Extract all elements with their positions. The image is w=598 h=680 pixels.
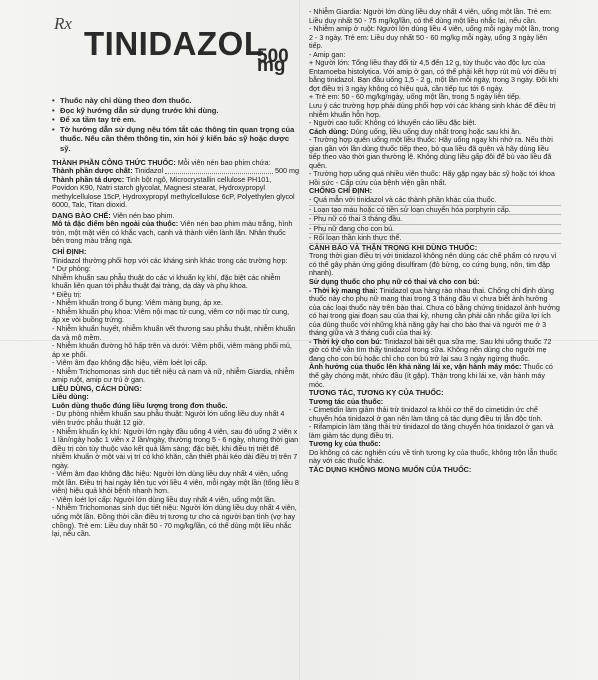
dosage-item: - Nhiễm amip ở ruột: Người lớn dùng liều 4 viên, uống mỗi ngày một lần, trong 2 - 3 ngày. Trẻ em: Liều duy nhất 50 - 60 mg/kg mỗi ngày, uống 3 ngày liên tiếp. bbox=[309, 24, 559, 51]
treatment-item: - Nhiễm khuẩn đường hô hấp trên và dưới: Viêm phổi, viêm màng phổi mủ, áp xe phổi. bbox=[52, 341, 292, 359]
active-ingredient-row: Thành phần dược chất: Tinidazol 500 mg bbox=[52, 166, 299, 176]
dosage-item: - Nhiễm Trichomonas sinh dục tiết niệu: Người lớn dùng liều duy nhất 4 viên, uống một lần. Đồng thời cần điều trị tương tự cho cả người bạn tình (vợ hay chồng). Trẻ em: Liều duy nhất 50 - 70 mg/kg/lần, có thể dùng một liều nhắc lại, nếu cần. bbox=[52, 503, 297, 539]
dosage-item: - Viêm loét lợi cấp: Người lớn dùng liều duy nhất 4 viên, uống một lần. bbox=[52, 494, 276, 504]
contraindication-item: - Phụ nữ đang cho con bú. bbox=[309, 225, 561, 235]
dosage-heading: LIỀU DÙNG, CÁCH DÙNG: bbox=[52, 383, 142, 393]
contraindication-item: - Loạn tạo máu hoặc có tiền sử loạn chuyển hóa porphyrin cấp. bbox=[309, 206, 561, 216]
contraindication-item: - Phụ nữ có thai 3 tháng đầu. bbox=[309, 215, 561, 225]
warning-item: • Thuốc này chỉ dùng theo đơn thuốc. bbox=[52, 96, 299, 106]
dosage-note: Lưu ý các trường hợp phải dùng phối hợp với các kháng sinh khác để điều trị nhiễm khuẩn hỗn hợp. bbox=[309, 101, 556, 119]
leaflet-header bbox=[52, 8, 299, 96]
indications-intro: Tinidazol thường phối hợp với các kháng sinh khác trong các trường hợp: bbox=[52, 255, 288, 265]
dosage-item: - Dự phòng nhiễm khuẩn sau phẫu thuật: Người lớn uống liều duy nhất 4 viên trước phẫu thuật 12 giờ. bbox=[52, 409, 285, 427]
right-column bbox=[309, 8, 561, 475]
interactions-heading: TƯƠNG TÁC, TƯƠNG KỴ CỦA THUỐC: bbox=[309, 388, 444, 398]
administration-item: - Trường hợp uống quá nhiều viên thuốc: Hãy gặp ngay bác sỹ hoặc tới khoa Hồi sức - Cấp cứu của bệnh viện gần nhất. bbox=[309, 169, 555, 187]
warning-item: • Để xa tầm tay trẻ em. bbox=[52, 115, 299, 125]
administration-paragraph: Cách dùng: Dùng uống, liều uống duy nhất trong hoặc sau khi ăn. bbox=[309, 126, 522, 136]
contraindications-heading: CHỐNG CHỈ ĐỊNH: bbox=[309, 186, 373, 196]
driving-paragraph: Ảnh hưởng của thuốc lên khả năng lái xe, vận hành máy móc: Thuốc có thể gây chóng mặt, nhức đầu (ít gặp). Thận trọng khi lái xe, vận hành máy móc. bbox=[309, 362, 553, 389]
treatment-item: - Viêm âm đạo không đặc hiệu, viêm loét lợi cấp. bbox=[52, 358, 208, 368]
administration-item: - Trường hợp quên uống một liều thuốc: Hãy uống ngay khi nhớ ra. Nếu thời gian gần với lần dùng thuốc tiếp theo, bỏ qua liều đã quên và hãy dùng liều tiếp theo vào thời gian thường lệ. Không dùng liều gấp đôi để bù vào liều đã quên. bbox=[309, 135, 553, 170]
contraindication-item: - Rối loạn thần kinh thực thể. bbox=[309, 234, 561, 244]
incompatibility-subheading: Tương kỵ của thuốc: bbox=[309, 439, 381, 449]
warning-list bbox=[52, 96, 299, 154]
dosage-form-paragraph: DẠNG BÀO CHẾ: Viên nén bao phim. bbox=[52, 210, 175, 220]
dosage-item: - Amip gan: bbox=[309, 49, 346, 59]
pregnancy-heading: Sử dụng thuốc cho phụ nữ có thai và cho con bú: bbox=[309, 276, 480, 286]
interactions-subheading: Tương tác của thuốc: bbox=[309, 396, 384, 406]
adverse-effects-heading: TÁC DỤNG KHÔNG MONG MUỐN CỦA THUỐC: bbox=[309, 464, 472, 474]
dosage-item: - Người cao tuổi: Không có khuyến cáo liều đặc biệt. bbox=[309, 118, 477, 128]
incompatibility-text: Do không có các nghiên cứu về tính tương kỵ của thuốc, không trộn lẫn thuốc này với các thuốc khác. bbox=[309, 447, 558, 466]
prevention-text: Nhiễm khuẩn sau phẫu thuật do các vi khuẩn kỵ khí, đặc biệt các nhiễm khuẩn liên quan tới phẫu thuật đại tràng, dạ dày và phụ khoa. bbox=[52, 272, 281, 291]
precautions-heading: CẢNH BÁO VÀ THẬN TRỌNG KHI DÙNG THUỐC: bbox=[309, 242, 478, 252]
warning-item: • Đọc kỹ hướng dẫn sử dụng trước khi dùng. bbox=[52, 106, 299, 116]
dosage-item: - Viêm âm đạo không đặc hiệu: Người lớn dùng liều duy nhất 4 viên, uống một lần. Điều trị hai ngày liên tục với liều 4 viên, mỗi ngày một lần (tổng liều 8 viên) hiệu quả khỏi bệnh nhanh hơn. bbox=[52, 469, 299, 496]
interaction-item: - Cimetidin làm giảm thải trừ tinidazol ra khỏi cơ thể do cimetidin ức chế chuyển hóa tinidazol ở gan nên làm tăng cả tác dụng điều trị lẫn độc tính. bbox=[309, 405, 543, 423]
treatment-label: * Điều trị: bbox=[52, 289, 82, 299]
pregnancy-paragraph: - Thời kỳ mang thai: Tinidazol qua hàng rào nhau thai. Chống chỉ định dùng thuốc này cho phụ nữ mang thai trong 3 tháng đầu vì chưa biết ảnh hưởng của các loại thuốc này trên bào thai. Chưa có bằng chứng tinidazol ảnh hưởng có hại trong giai đoạn sau của thai kỳ, nhưng cần phải cân nhắc giữa lợi ích của dùng thuốc với những khả năng gây hại cho bào thai và người mẹ ở 3 tháng giữa và 3 tháng cuối của thai kỳ. bbox=[309, 285, 560, 338]
appearance-paragraph: Mô tả đặc điểm bên ngoài của thuốc: Viên nén bao phim màu trắng, hình tròn, một mặt viên có khắc vạch, cạnh và thành viên lành lặn. Nhân thuốc bên trong màu trắng ngà. bbox=[52, 219, 293, 246]
brand-dose: 500 mg bbox=[257, 46, 289, 76]
lactation-paragraph: - Thời kỳ cho con bú: Tinidazol bài tiết qua sữa mẹ. Sau khi uống thuốc 72 giờ có thể vẫn tìm thấy tinidazol trong sữa. Không nên dùng cho người mẹ đang cho con bú hoặc chỉ cho con bú trở lại sau 3 ngày ngừng thuốc. bbox=[309, 336, 552, 363]
left-column bbox=[52, 8, 299, 539]
warning-item: • Tờ hướng dẫn sử dụng nêu tóm tắt các thông tin quan trọng của thuốc. Nếu cần thêm thông tin, xin hỏi ý kiến bác sỹ hoặc dược sỹ. bbox=[52, 125, 299, 154]
treatment-item: - Nhiễm Trichomonas sinh dục tiết niệu cả nam và nữ, nhiễm Giardia, nhiễm amip ruột, amip cư trú ở gan. bbox=[52, 366, 295, 385]
contraindication-item: - Quá mẫn với tinidazol và các thành phần khác của thuốc. bbox=[309, 196, 561, 206]
treatment-item: - Nhiễm khuẩn trong ổ bụng: Viêm màng bụng, áp xe. bbox=[52, 298, 223, 308]
dosage-item: - Nhiễm Giardia: Người lớn dùng liều duy nhất 4 viên, uống một lần. Trẻ em: Liều duy nhất 50 - 75 mg/kg/lần, có thể dùng một liều nhắc lại, nếu cần. bbox=[309, 7, 552, 25]
dosage-subheading: Liều dùng: bbox=[52, 392, 89, 402]
composition-heading: THÀNH PHẦN CÔNG THỨC THUỐC: Mỗi viên nén bao phim chứa: bbox=[52, 157, 271, 167]
dosage-rule: Luôn dùng thuốc đúng liều lượng trong đơn thuốc. bbox=[52, 400, 228, 410]
interaction-item: - Rifampicin làm tăng thải trừ tinidazol do tăng chuyển hóa tinidazol ở gan và làm giảm tác dụng điều trị. bbox=[309, 422, 554, 440]
treatment-item: - Nhiễm khuẩn phụ khoa: Viêm nội mạc tử cung, viêm cơ nội mạc tử cung, áp xe vòi buồng trứng. bbox=[52, 306, 290, 325]
precautions-text: Trong thời gian điều trị với tinidazol không nên dùng các chế phẩm có rượu vì có thể gây phản ứng giống disulfiram (đỏ bừng, co cứng bụng, nôn, tim đập nhanh). bbox=[309, 251, 557, 278]
excipients-paragraph: Thành phần tá dược: Tinh bột ngô, Microcrystallin cellulose PH101, Povidon K90, Natri starch glycolat, Magnesi stearat, Hydroxypropyl methylcellulose 15cP, Hydroxypropyl methylcellulose 6cP, Polyethylen glycol 6000, Talc, Titan dioxid. bbox=[52, 174, 295, 210]
brand-name: TINIDAZOL bbox=[84, 25, 265, 62]
dotted-leader bbox=[165, 167, 273, 174]
treatment-item: - Nhiễm khuẩn huyết, nhiễm khuẩn vết thương sau phẫu thuật, nhiễm khuẩn da và mô mềm. bbox=[52, 323, 296, 342]
rx-symbol: Rx bbox=[54, 14, 72, 33]
indications-heading: CHỈ ĐỊNH: bbox=[52, 247, 87, 257]
dosage-item: + Người lớn: Tổng liều thay đổi từ 4,5 đến 12 g, tùy thuộc vào độc lực của Entamoeba histolytica. Với amip ở gan, có thể phải kết hợp rút mủ với điều trị bằng tinidazol. Bạn đầu uống 1,5 - 2 g, một lần mỗi ngày, trong 3 ngày. Đôi khi đợt điều trị 3 ngày không có hiệu quả, cần tiếp tục tới 6 ngày. bbox=[309, 58, 559, 93]
dosage-item: - Nhiễm khuẩn kỵ khí: Người lớn ngày đầu uống 4 viên, sau đó uống 2 viên x 1 lần/ngày hoặc 1 viên x 2 lần/ngày, thường trong 5 - 6 ngày, nhưng thời gian điều trị còn tùy thuộc vào kết quả lâm sàng; đặc biệt, khi điều trị triệt để nhiễm khuẩn ở một vài vị trí có khó khăn, cần thiết phải kéo dài điều trị trên 7 ngày. bbox=[52, 426, 299, 470]
dosage-item: + Trẻ em: 50 - 60 mg/kg/ngày, uống một lần, trong 5 ngày liên tiếp. bbox=[309, 92, 521, 102]
prevention-label: * Dự phòng: bbox=[52, 264, 91, 274]
